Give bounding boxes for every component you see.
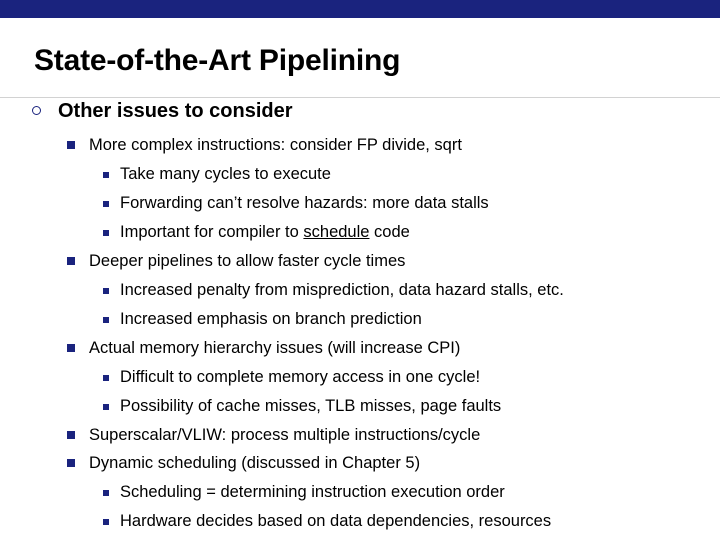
square-bullet-icon [103, 230, 109, 236]
sub-bullet-item: Increased penalty from misprediction, data hazard stalls, etc. [120, 281, 564, 299]
sub-bullet-item: Forwarding can’t resolve hazards: more data stalls [120, 194, 489, 212]
square-bullet-icon [103, 201, 109, 207]
square-bullet-icon [103, 172, 109, 178]
sub-bullet-item: Take many cycles to execute [120, 165, 331, 183]
square-bullet-icon [67, 141, 75, 149]
square-bullet-icon [67, 344, 75, 352]
hollow-circle-icon [32, 106, 41, 115]
bullet-item: Dynamic scheduling (discussed in Chapter 5) [89, 454, 421, 472]
square-bullet-icon [103, 490, 109, 496]
square-bullet-icon [67, 431, 75, 439]
text-segment: Important for compiler to [120, 223, 304, 241]
bullet-item: Actual memory hierarchy issues (will increase CPI) [89, 339, 461, 357]
square-bullet-icon [67, 257, 75, 265]
square-bullet-icon [103, 404, 109, 410]
sub-bullet-item: Possibility of cache misses, TLB misses, page faults [120, 397, 502, 415]
sub-bullet-item: Difficult to complete memory access in one cycle! [120, 368, 481, 386]
square-bullet-icon [103, 288, 109, 294]
sub-bullet-item: Increased emphasis on branch prediction [120, 310, 422, 328]
title-divider [0, 97, 720, 98]
top-bar [0, 0, 720, 18]
sub-bullet-item: Scheduling = determining instruction execution order [120, 483, 505, 501]
sub-bullet-item [120, 220, 410, 244]
sub-bullet-item: Hardware decides based on data dependencies, resources [120, 512, 552, 530]
square-bullet-icon [103, 317, 109, 323]
square-bullet-icon [103, 375, 109, 381]
underlined-word: schedule [303, 223, 370, 241]
bullet-item: Deeper pipelines to allow faster cycle times [89, 252, 406, 270]
section-heading: Other issues to consider [58, 100, 293, 122]
square-bullet-icon [67, 459, 75, 467]
square-bullet-icon [103, 519, 109, 525]
slide-title: State-of-the-Art Pipelining [34, 44, 401, 77]
text-segment: code [369, 223, 410, 241]
bullet-item: More complex instructions: consider FP divide, sqrt [89, 136, 462, 154]
bullet-item: Superscalar/VLIW: process multiple instructions/cycle [89, 426, 481, 444]
